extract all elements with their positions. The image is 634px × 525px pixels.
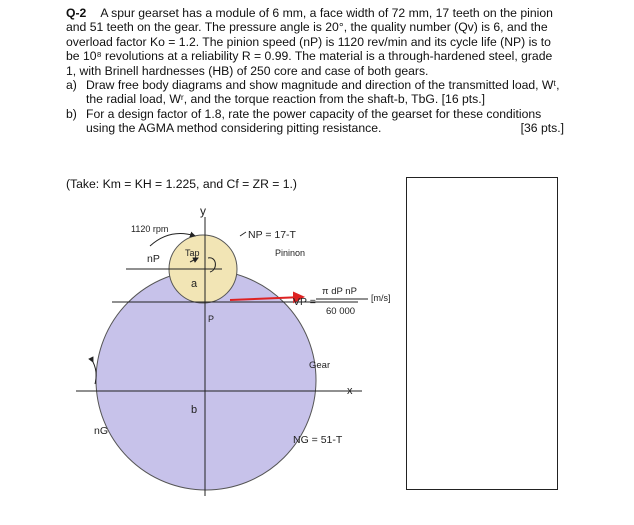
y-axis-label: y bbox=[200, 204, 206, 218]
part-b-points: [36 pts.] bbox=[520, 121, 564, 136]
x-axis-label: x bbox=[347, 385, 353, 397]
gear-speed-symbol: nG bbox=[94, 425, 109, 437]
np-teeth-label: NP = 17-T bbox=[248, 229, 296, 241]
speed-label: 1120 rpm bbox=[131, 224, 169, 234]
question-number: Q-2 bbox=[66, 6, 87, 20]
answer-box[interactable] bbox=[406, 177, 558, 490]
gear-label: Gear bbox=[309, 360, 331, 371]
pinion-label: Pininon bbox=[275, 248, 306, 258]
np-teeth-leader bbox=[240, 232, 246, 236]
part-b-text: For a design factor of 1.8, rate the power capacity of the gearset for these conditions using the AGMA method considering pitting resistance. bbox=[86, 106, 542, 136]
velocity-lhs: VP = bbox=[293, 296, 316, 308]
velocity-units: [m/s] bbox=[371, 293, 391, 303]
problem-text: A spur gearset has a module of 6 mm, a face width of 72 mm, 17 teeth on the pinion and 51 teeth on the gear. The pressure angle is 20°, the quality number (Qv) is 6, and the overload factor Ko = 1.2. The pinion speed (nP) is 1120 rev/min and its cycle life (NP) is to be 10⁸ revolutions at a reliability R = 0.99. The material is a through-hardened steel, grade 1, with Brinell hardnesses (HB) of 250 core and case of both gears. bbox=[66, 6, 553, 78]
ng-teeth-label: NG = 51-T bbox=[293, 434, 343, 446]
part-a-label: a) bbox=[66, 78, 77, 93]
velocity-numerator: π dP nP bbox=[322, 286, 357, 297]
point-a-label: a bbox=[191, 278, 198, 290]
given-factors: (Take: Km = KH = 1.225, and Cf = ZR = 1.) bbox=[66, 177, 297, 191]
velocity-denominator: 60 000 bbox=[326, 306, 356, 317]
pitch-point-label: P bbox=[208, 314, 215, 324]
point-b-label: b bbox=[191, 404, 198, 416]
part-a-text: Draw free body diagrams and show magnitude and direction of the transmitted load, Wᵗ, the radial load, Wʳ, and the torque reaction from the shaft-b, TbG. bbox=[86, 78, 560, 107]
tap-label: Tap bbox=[185, 248, 200, 258]
part-b-label: b) bbox=[66, 106, 77, 121]
gear-rotation-arrow bbox=[93, 362, 96, 384]
part-a-points: [16 pts.] bbox=[441, 92, 486, 107]
pinion-speed-symbol: nP bbox=[147, 253, 160, 265]
